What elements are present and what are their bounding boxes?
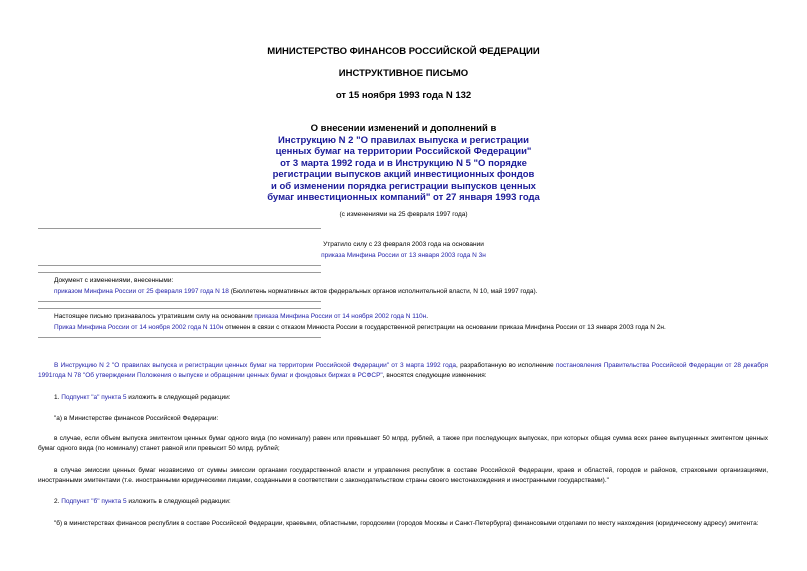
amendment-note: (с изменениями на 25 февраля 1997 года) bbox=[339, 211, 468, 218]
changes-intro: Документ с изменениями, внесенными: bbox=[54, 277, 174, 284]
document-date-number: от 15 ноября 1993 года N 132 bbox=[335, 90, 472, 101]
repeal-cancel-text: отменен в связи с отказом Минюста России в государственной регистрации на основании приказа Минфина России от 13 января 2003 года N 2н. bbox=[223, 324, 666, 331]
item-number: 2. bbox=[54, 498, 62, 505]
paragraph-intro bbox=[38, 361, 768, 381]
paragraph-text: изложить в следующей редакции: bbox=[126, 498, 231, 505]
paragraph-text: "б) в министерствах финансов республик в составе Российской Федерации, краевыми, областными, городскими (городов Москвы и Санкт-Петербурга) финансовыми отделами по месту нахождения (юридическому адресу) эмитента: bbox=[54, 520, 759, 527]
title-link-line[interactable]: от 3 марта 1992 года и в Инструкцию N 5 "О порядке bbox=[280, 157, 527, 169]
changes-order-text: (Бюллетень нормативных актов федеральных органов исполнительной власти, N 10, май 1997 года). bbox=[228, 288, 538, 295]
government-decree-link[interactable]: постановления Правительства Российской Федерации от 28 декабря 1991года N 78 "Об утверждении Положения о выпуске и обращении ценных бумаг и фондовых биржах в РСФСР" bbox=[38, 362, 768, 379]
repeal-line-1 bbox=[54, 313, 428, 320]
paragraph-b bbox=[38, 519, 768, 529]
repeal-text: Настоящее письмо признавалось утратившим силу на основании bbox=[54, 313, 255, 320]
subclause-b-link[interactable]: Подпункт "б" пункта 5 bbox=[61, 498, 127, 505]
repeal-line-2 bbox=[54, 324, 666, 331]
paragraph-text: , разработанную во исполнение bbox=[456, 362, 556, 369]
divider bbox=[38, 265, 321, 266]
paragraph-text: , вносятся следующие изменения: bbox=[382, 372, 487, 379]
status-order-link[interactable]: приказа Минфина России от 13 января 2003 года N 3н bbox=[321, 252, 486, 259]
title-link-line[interactable]: и об изменении порядка регистрации выпусков ценных bbox=[271, 180, 536, 192]
paragraph-case-2 bbox=[38, 466, 768, 486]
ministry-heading: МИНИСТЕРСТВО ФИНАНСОВ РОССИЙСКОЙ ФЕДЕРАЦИИ bbox=[267, 46, 540, 57]
paragraph-item-2 bbox=[54, 498, 231, 505]
repeal-end: . bbox=[426, 313, 429, 320]
title-line: О внесении изменений и дополнений в bbox=[310, 123, 497, 134]
repeal-cancel-link[interactable]: Приказ Минфина России от 14 ноября 2002 года N 110н bbox=[54, 324, 224, 331]
divider bbox=[38, 228, 321, 229]
paragraph-case-1 bbox=[38, 434, 768, 454]
paragraph-text: в случае эмиссии ценных бумаг независимо от суммы эмиссии органами государственной власти и управления республик в составе Российской Федерации, краев и областей, городов и районов, страховыми организациями, иностранными эмитентами (т.е. иностранными юридическими лицами, созданными в соответствии с законодательством страны своего местонахождения и иностранными государствами)." bbox=[38, 467, 768, 484]
document-title bbox=[0, 123, 807, 204]
changes-order-link[interactable]: приказом Минфина России от 25 февраля 1997 года N 18 bbox=[54, 288, 229, 295]
divider bbox=[38, 337, 321, 338]
title-link-line[interactable]: бумаг инвестиционных компаний" от 27 января 1993 года bbox=[267, 192, 540, 203]
repeal-order-link[interactable]: приказа Минфина России от 14 ноября 2002 года N 110н bbox=[254, 313, 427, 320]
divider bbox=[38, 308, 321, 309]
changes-line bbox=[54, 288, 538, 295]
paragraph-item-1 bbox=[54, 394, 231, 401]
item-number: 1. bbox=[54, 394, 62, 401]
divider bbox=[38, 301, 321, 302]
title-link-line[interactable]: Инструкцию N 2 "О правилах выпуска и регистрации bbox=[278, 134, 529, 146]
status-line: Утратило силу с 23 февраля 2003 года на основании bbox=[323, 241, 484, 248]
divider bbox=[38, 272, 321, 273]
title-link-line[interactable]: ценных бумаг на территории Российской Федерации" bbox=[275, 146, 532, 157]
subclause-a-link[interactable]: Подпункт "а" пункта 5 bbox=[61, 394, 127, 401]
title-link-line[interactable]: регистрации выпусков акций инвестиционных фондов bbox=[272, 169, 535, 180]
paragraph-text: в случае, если объем выпуска эмитентом ценных бумаг одного вида (по номиналу) равен или превышает 50 млрд. рублей, а также при последующих выпусках, при которых общая сумма всех ранее выпущенных эмитентом ценных бумаг одного вида (по номиналу) станет равной или превысит 50 млрд. рублей; bbox=[38, 435, 768, 452]
paragraph-a: "а) в Министерстве финансов Российской Федерации: bbox=[54, 415, 219, 422]
document-type-heading: ИНСТРУКТИВНОЕ ПИСЬМО bbox=[338, 68, 469, 79]
paragraph-text: изложить в следующей редакции: bbox=[126, 394, 231, 401]
instruction-2-link[interactable]: В Инструкцию N 2 "О правилах выпуска и регистрации ценных бумаг на территории Российской Федерации" от 3 марта 1992 года bbox=[54, 362, 457, 369]
